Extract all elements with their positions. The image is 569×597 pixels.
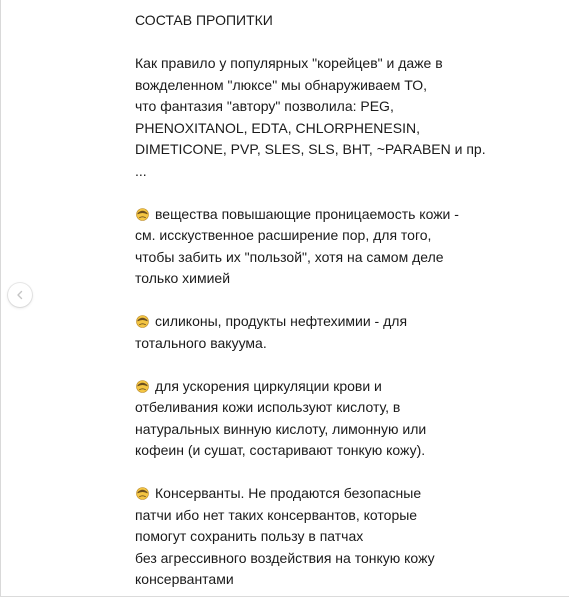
section4-line bbox=[135, 483, 555, 505]
intro-line: DIMETICONE, PVP, SLES, SLS, BHT, ~PARABEN и пр. bbox=[135, 141, 486, 157]
intro-line: PHENOXITANOL, EDTA, CHLORPHENESIN, bbox=[135, 119, 420, 136]
section3-line: кофеин (и сушат, состаривают тонкую кожу). bbox=[135, 442, 426, 458]
face-palm-emoji-icon bbox=[135, 314, 150, 328]
section1-line: только химией bbox=[135, 270, 231, 286]
intro-line: что фантазия "автору" позволила: PEG, bbox=[135, 98, 394, 114]
section4-text: Консерванты. Не продаются безопасные bbox=[155, 485, 422, 501]
section2-line bbox=[135, 311, 555, 333]
section4-line: патчи ибо нет таких консервантов, которые bbox=[135, 506, 418, 523]
post-title: СОСТАВ ПРОПИТКИ bbox=[135, 12, 273, 28]
section1-line: см. исскуственное расширение пор, для того, bbox=[135, 227, 432, 243]
section2-line: тотального вакуума. bbox=[135, 334, 267, 351]
carousel-prev-button[interactable] bbox=[8, 283, 32, 307]
section1-text: вещества повышающие проницаемость кожи - bbox=[155, 205, 459, 222]
face-palm-emoji-icon bbox=[135, 379, 150, 393]
left-border bbox=[0, 0, 1, 597]
section3-line: отбеливания кожи используют кислоту, в bbox=[135, 399, 401, 415]
intro-line: вожделенном "люксе" мы обнаруживаем ТО, bbox=[135, 76, 427, 93]
section3-text: для ускорения циркуляции крови и bbox=[155, 377, 382, 394]
section2-text: силиконы, продукты нефтехимии - для bbox=[155, 313, 408, 329]
section1-line: чтобы забить их "пользой", хотя на самом деле bbox=[135, 248, 444, 265]
intro-line: ... bbox=[135, 162, 147, 179]
section3-line: натуральных винную кислоту, лимонную или bbox=[135, 420, 427, 437]
section4-line: помогут сохранить пользу в патчах bbox=[135, 528, 364, 544]
section4-line: без агрессивного воздействия на тонкую кожу bbox=[135, 549, 435, 566]
face-palm-emoji-icon bbox=[135, 207, 150, 221]
intro-line: Как правило у популярных "корейцев" и даже в bbox=[135, 55, 443, 71]
section3-line bbox=[135, 376, 555, 398]
post-text bbox=[135, 10, 555, 591]
section4-line: консервантами bbox=[135, 571, 234, 587]
chevron-left-icon bbox=[15, 290, 25, 300]
face-palm-emoji-icon bbox=[135, 486, 150, 500]
section1-line bbox=[135, 204, 555, 226]
